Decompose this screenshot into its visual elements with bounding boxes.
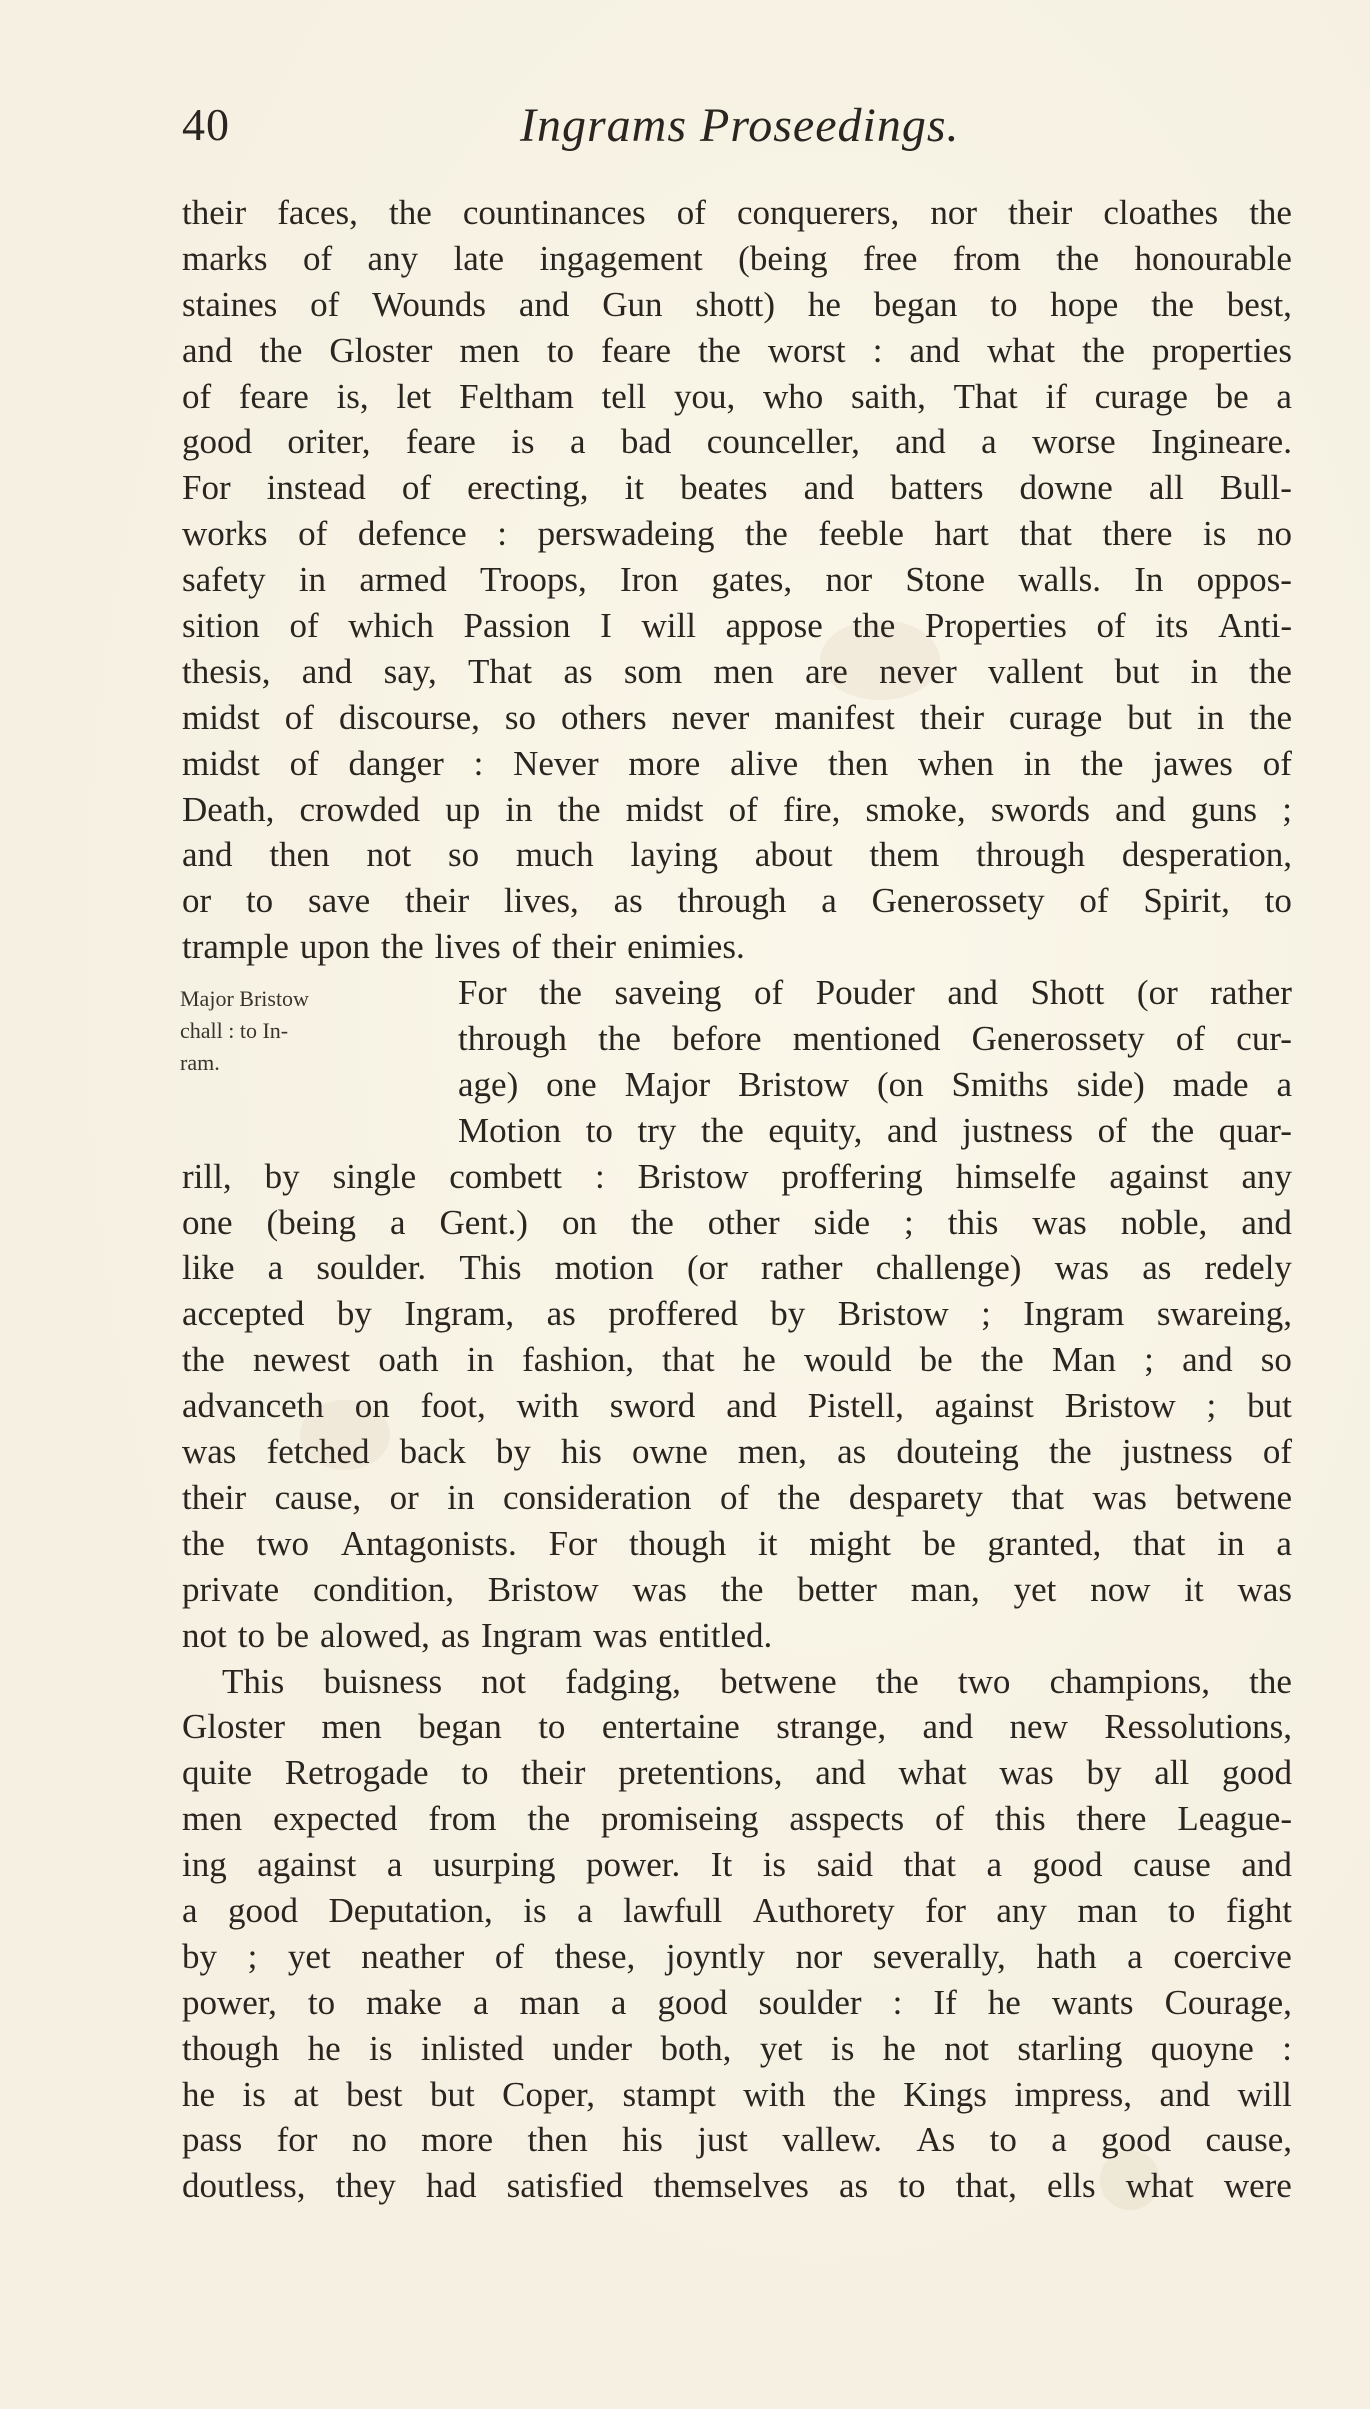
text-line: Motion to try the equity, and justness of the quar- <box>458 1110 1292 1150</box>
text-line: the newest oath in fashion, that he would be the Man ; and so <box>182 1340 1292 1380</box>
text-line: ing against a usurping power. It is said that a good cause and <box>182 1845 1292 1885</box>
text-line: private condition, Bristow was the better man, yet now it was <box>182 1569 1292 1609</box>
body-text <box>182 190 1292 2209</box>
text-line: men expected from the promiseing asspects of this there League- <box>182 1799 1292 1839</box>
text-line: of feare is, let Feltham tell you, who saith, That if curage be a <box>182 376 1292 416</box>
marginal-note-line: Major Bristow <box>180 986 309 1011</box>
text-line: good oriter, feare is a bad counceller, and a worse Ingineare. <box>182 422 1292 462</box>
text-line: doutless, they had satisfied themselves as to that, ells what were <box>182 2166 1292 2206</box>
text-line: safety in armed Troops, Iron gates, nor Stone walls. In oppos- <box>182 560 1292 600</box>
text-line: not to be alowed, as Ingram was entitled. <box>182 1615 773 1655</box>
text-line: like a soulder. This motion (or rather challenge) was as redely <box>182 1248 1292 1288</box>
text-line: staines of Wounds and Gun shott) he began to hope the best, <box>182 284 1292 324</box>
text-line: he is at best but Coper, stampt with the Kings impress, and will <box>182 2074 1292 2114</box>
text-line: and then not so much laying about them through desperation, <box>182 835 1292 875</box>
text-line: For the saveing of Pouder and Shott (or rather <box>458 973 1292 1013</box>
text-line: advanceth on foot, with sword and Pistell, against Bristow ; but <box>182 1386 1292 1426</box>
text-line: by ; yet neather of these, joyntly nor severally, hath a coercive <box>182 1936 1292 1976</box>
text-line: age) one Major Bristow (on Smiths side) made a <box>458 1064 1292 1104</box>
text-line: through the before mentioned Generossety of cur- <box>458 1019 1292 1059</box>
marginal-note <box>180 983 410 1079</box>
text-line: was fetched back by his owne men, as douteing the justness of <box>182 1432 1292 1472</box>
text-line: works of defence : perswadeing the feeble hart that there is no <box>182 514 1292 554</box>
text-line: their cause, or in consideration of the desparety that was betwene <box>182 1477 1292 1517</box>
text-line: midst of discourse, so others never manifest their curage but in the <box>182 697 1292 737</box>
text-line: or to save their lives, as through a Generossety of Spirit, to <box>182 881 1292 921</box>
text-line: and the Gloster men to feare the worst : and what the properties <box>182 330 1292 370</box>
text-line: sition of which Passion I will appose the Properties of its Anti- <box>182 606 1292 646</box>
text-line: a good Deputation, is a lawfull Authorety for any man to fight <box>182 1890 1292 1930</box>
text-line: midst of danger : Never more alive then when in the jawes of <box>182 743 1292 783</box>
text-line: pass for no more then his just vallew. As to a good cause, <box>182 2120 1292 2160</box>
text-line: rill, by single combett : Bristow proffering himselfe against any <box>182 1156 1292 1196</box>
text-line: thesis, and say, That as som men are never vallent but in the <box>182 651 1292 691</box>
marginal-note-line: ram. <box>180 1050 220 1075</box>
text-line: Death, crowded up in the midst of fire, smoke, swords and guns ; <box>182 789 1292 829</box>
text-line: accepted by Ingram, as proffered by Bristow ; Ingram swareing, <box>182 1294 1292 1334</box>
text-line: the two Antagonists. For though it might be granted, that in a <box>182 1523 1292 1563</box>
marginal-note-line: chall : to In- <box>180 1018 289 1043</box>
text-line: marks of any late ingagement (being free from the honourable <box>182 238 1292 278</box>
text-line: one (being a Gent.) on the other side ; this was noble, and <box>182 1202 1292 1242</box>
text-line: their faces, the countinances of conquerers, nor their cloathes the <box>182 193 1292 232</box>
text-line: power, to make a man a good soulder : If he wants Courage, <box>182 1982 1292 2022</box>
page-number: 40 <box>182 99 230 150</box>
text-line: Gloster men began to entertaine strange, and new Ressolutions, <box>182 1707 1292 1747</box>
text-line: This buisness not fadging, betwene the two champions, the <box>222 1661 1292 1701</box>
text-line: trample upon the lives of their enimies. <box>182 927 745 967</box>
running-title: Ingrams Proseedings. <box>520 99 960 152</box>
text-line: quite Retrogade to their pretentions, and what was by all good <box>182 1753 1292 1793</box>
text-line: For instead of erecting, it beates and batters downe all Bull- <box>182 468 1292 508</box>
text-line: though he is inlisted under both, yet is he not starling quoyne : <box>182 2028 1292 2068</box>
